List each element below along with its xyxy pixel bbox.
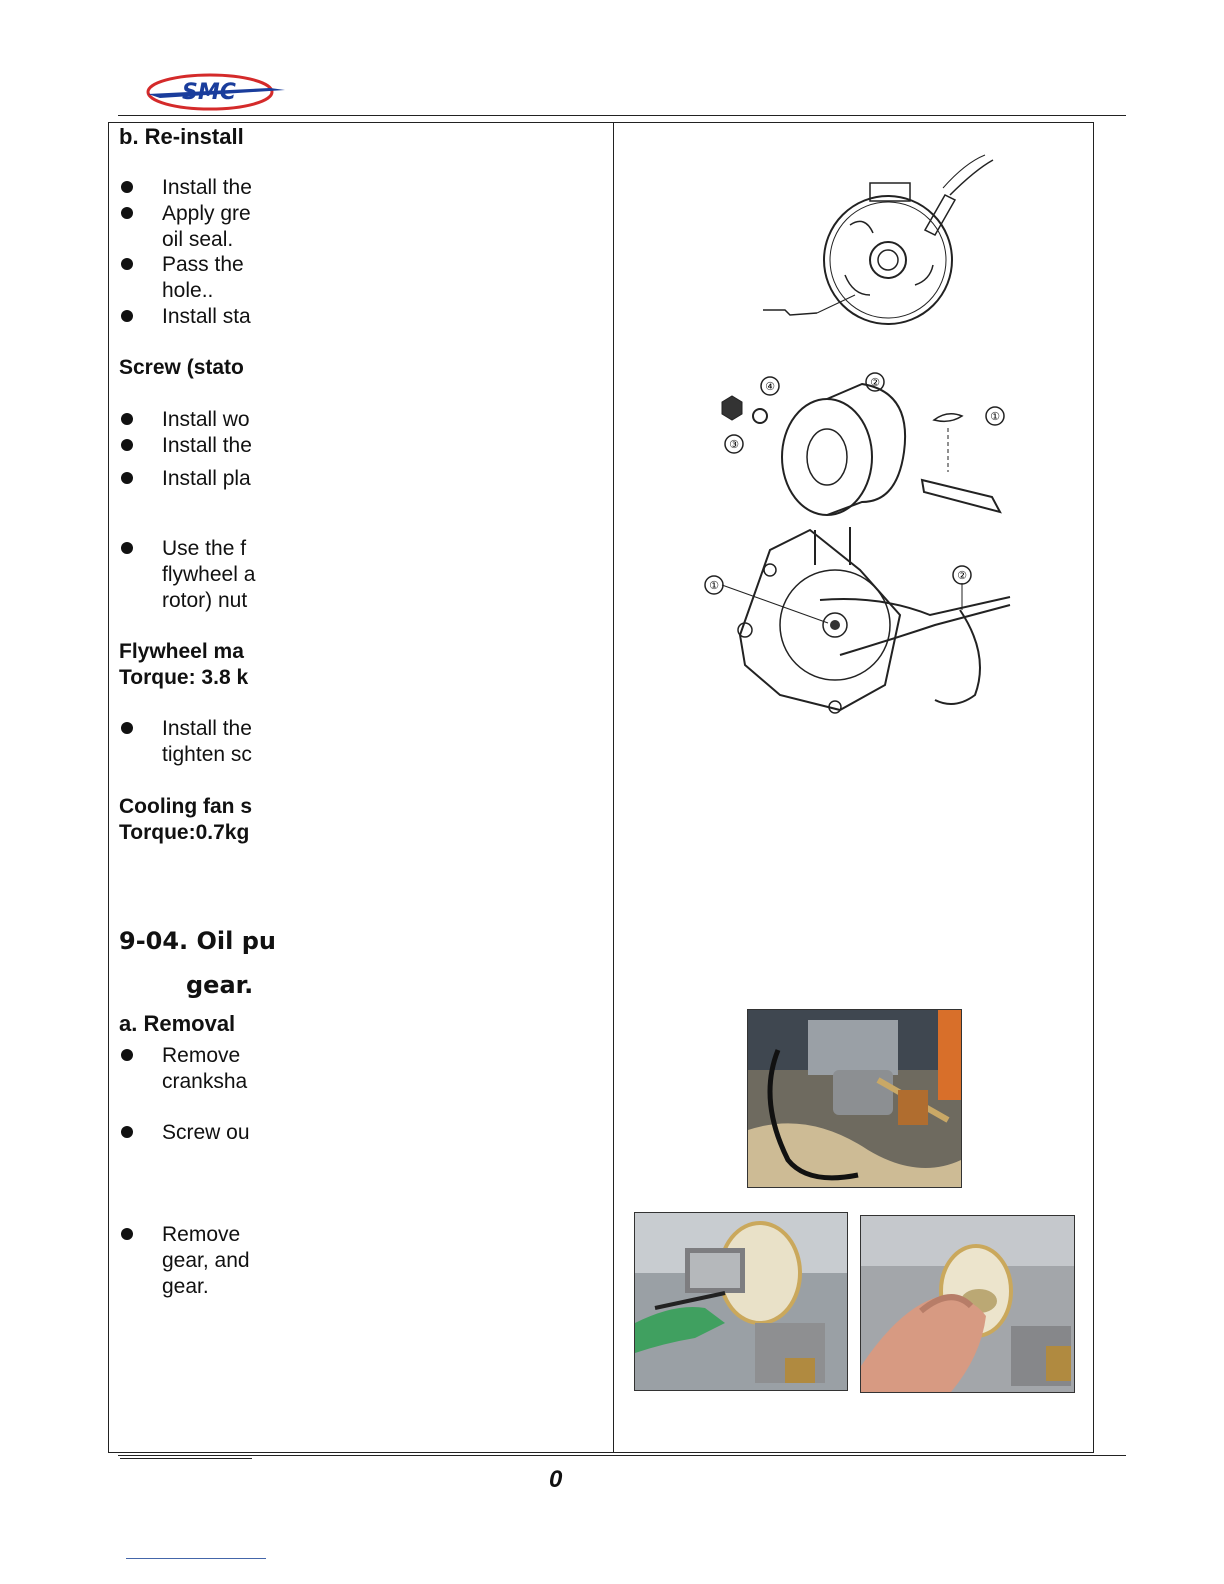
list-item: rotor) nut (162, 589, 248, 612)
list-item: Install the (162, 434, 252, 457)
flywheel-torque: Torque: 3.8 k (119, 666, 249, 689)
smc-logo (140, 70, 290, 114)
list-item: Install the (162, 176, 252, 199)
bullet (121, 1126, 133, 1138)
footer-rule-short (120, 1458, 252, 1459)
bullet (121, 439, 133, 451)
list-item: flywheel a (162, 563, 256, 586)
list-item: Install sta (162, 305, 251, 328)
bullet (121, 472, 133, 484)
section-904-heading-cont: gear. (186, 971, 254, 999)
header-rule (118, 115, 1126, 116)
list-item: Remove (162, 1223, 241, 1246)
list-item: Install wo (162, 408, 250, 431)
list-item: cranksha (162, 1070, 248, 1093)
footer-link-line (126, 1558, 266, 1559)
list-item: oil seal. (162, 228, 234, 251)
bullet (121, 207, 133, 219)
callout-4: ④ (765, 380, 775, 393)
cooling-fan-torque: Torque:0.7kg (119, 821, 250, 844)
column-divider (613, 122, 614, 1453)
cooling-fan-spec: Cooling fan s (119, 795, 252, 818)
footer-rule (118, 1455, 1126, 1456)
bullet (121, 1049, 133, 1061)
list-item: hole.. (162, 279, 214, 302)
list-item: gear, and (162, 1249, 250, 1272)
list-item: gear. (162, 1275, 209, 1298)
list-item: Pass the (162, 253, 244, 276)
callout-3: ③ (729, 438, 739, 451)
bullet (121, 413, 133, 425)
callout-1: ① (709, 579, 719, 592)
list-item: Install pla (162, 467, 251, 490)
list-item: tighten sc (162, 743, 252, 766)
stator-figure (755, 155, 1000, 330)
stator-screw-spec: Screw (stato (119, 356, 244, 379)
section-904-heading: 9-04. Oil pu (119, 927, 277, 955)
list-item: Remove (162, 1044, 241, 1067)
bullet (121, 1228, 133, 1240)
bullet (121, 181, 133, 193)
oil-pump-photo-3 (860, 1215, 1075, 1393)
list-item: Apply gre (162, 202, 251, 225)
removal-heading: a. Removal (119, 1011, 236, 1036)
bullet (121, 310, 133, 322)
page-number: 0 (549, 1466, 563, 1493)
flywheel-holder-figure (700, 525, 1012, 720)
callout-2: ② (870, 376, 880, 389)
list-item: Install the (162, 717, 252, 740)
oil-pump-photo-1 (747, 1009, 962, 1188)
callout-1: ① (990, 410, 1000, 423)
svg-text:SMC: SMC (182, 80, 236, 105)
flywheel-exploded-figure (712, 372, 1012, 522)
bullet (121, 258, 133, 270)
list-item: Screw ou (162, 1121, 250, 1144)
oil-pump-photo-2 (634, 1212, 848, 1391)
list-item: Use the f (162, 537, 247, 560)
bullet (121, 542, 133, 554)
callout-2: ② (957, 569, 967, 582)
section-b-heading: b. Re-install (119, 124, 244, 149)
flywheel-spec: Flywheel ma (119, 640, 244, 663)
bullet (121, 722, 133, 734)
